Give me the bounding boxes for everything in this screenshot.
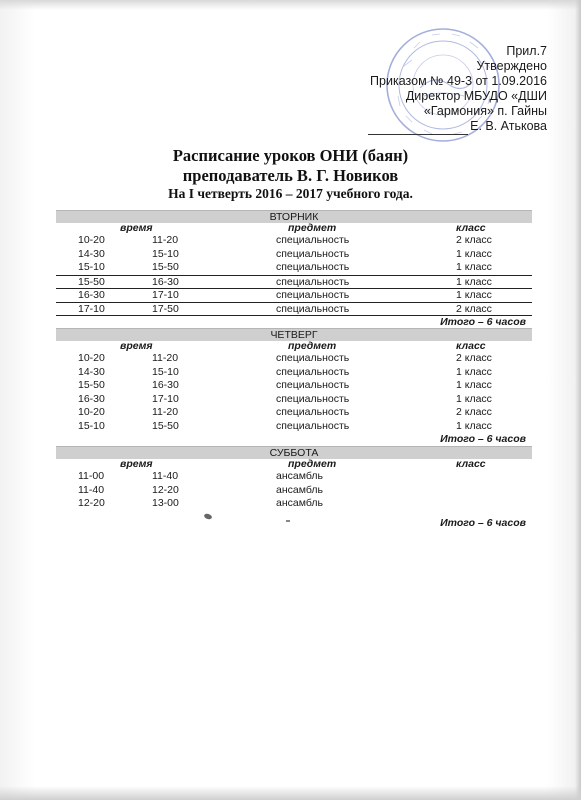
day-total: Итого – 6 часов — [440, 516, 526, 529]
class-cell: 1 класс — [456, 247, 492, 260]
signature-line — [287, 119, 547, 135]
approval-block — [287, 44, 547, 135]
appendix-label: Прил.7 — [506, 44, 547, 58]
scan-speck — [286, 520, 290, 522]
time-header: время — [120, 340, 153, 352]
scan-shadow-bottom — [0, 786, 581, 800]
organization-label: «Гармония» п. Гайны — [423, 104, 547, 118]
subject-cell: специальность — [276, 392, 350, 405]
class-cell: 2 класс — [456, 302, 492, 315]
start-time: 10-20 — [78, 352, 105, 364]
end-time: 16-30 — [152, 379, 179, 391]
end-time: 15-50 — [152, 261, 179, 273]
time-header: время — [120, 458, 153, 470]
scan-shadow-right — [575, 0, 581, 800]
subject-cell: специальность — [276, 275, 350, 288]
start-time: 11-00 — [78, 470, 105, 482]
class-cell: 1 класс — [456, 275, 492, 288]
subject-cell: специальность — [276, 302, 350, 315]
table-row — [56, 484, 532, 498]
subject-cell: специальность — [276, 365, 350, 378]
scan-shadow-top — [0, 0, 581, 10]
start-time: 14-30 — [78, 247, 105, 260]
start-time: 10-20 — [78, 234, 105, 246]
class-cell: 2 класс — [456, 352, 492, 364]
class-header: класс — [456, 458, 486, 470]
start-time: 12-20 — [78, 497, 105, 509]
table-row — [56, 470, 532, 484]
end-time: 17-50 — [152, 302, 179, 315]
column-headers — [56, 459, 532, 470]
class-cell: 1 класс — [456, 365, 492, 378]
column-headers — [56, 341, 532, 352]
approved-label: Утверждено — [476, 59, 547, 73]
table-row — [56, 420, 532, 434]
end-time: 11-20 — [152, 234, 179, 246]
subject-cell: специальность — [276, 352, 350, 364]
class-header: класс — [456, 222, 486, 234]
day-header: ВТОРНИК — [56, 210, 532, 223]
order-label: Приказом № 49-3 от 1.09.2016 — [370, 74, 547, 88]
day-total: Итого – 6 часов — [56, 315, 532, 328]
day-block-saturday — [56, 446, 532, 529]
class-cell: 1 класс — [456, 379, 492, 391]
subject-header: предмет — [288, 340, 337, 352]
start-time: 15-10 — [78, 261, 105, 273]
end-time: 16-30 — [152, 275, 179, 288]
subject-cell: ансамбль — [276, 483, 323, 496]
end-time: 11-40 — [152, 470, 179, 482]
subject-cell: ансамбль — [276, 497, 323, 509]
column-headers — [56, 223, 532, 234]
subject-cell: специальность — [276, 406, 350, 418]
subject-cell: специальность — [276, 234, 350, 246]
subject-header: предмет — [288, 458, 337, 470]
table-row — [56, 234, 532, 248]
end-time: 15-50 — [152, 419, 179, 432]
class-cell: 2 класс — [456, 234, 492, 246]
table-row — [56, 366, 532, 380]
day-header: ЧЕТВЕРГ — [56, 328, 532, 341]
table-row — [56, 497, 532, 511]
class-cell: 1 класс — [456, 289, 492, 301]
subject-cell: специальность — [276, 289, 350, 301]
table-row — [56, 393, 532, 407]
director-label: Директор МБУДО «ДШИ — [405, 89, 547, 103]
table-row — [56, 261, 532, 275]
end-time: 11-20 — [152, 352, 179, 364]
class-cell: 1 класс — [456, 392, 492, 405]
table-row — [56, 352, 532, 366]
signer-name: Е. В. Атькова — [470, 119, 547, 133]
subject-cell: специальность — [276, 379, 350, 391]
start-time: 15-50 — [78, 275, 105, 288]
table-row — [56, 288, 532, 302]
end-time: 13-00 — [152, 497, 179, 509]
table-row — [56, 248, 532, 262]
end-time: 12-20 — [152, 483, 179, 496]
start-time: 14-30 — [78, 365, 105, 378]
subject-cell: специальность — [276, 261, 350, 273]
schedule-title: Расписание уроков ОНИ (баян) — [172, 146, 409, 165]
signature-underline — [368, 119, 468, 135]
start-time: 17-10 — [78, 302, 105, 315]
table-row — [56, 379, 532, 393]
start-time: 15-50 — [78, 379, 105, 391]
day-block-tuesday — [56, 210, 532, 328]
end-time: 15-10 — [152, 365, 179, 378]
time-header: время — [120, 222, 153, 234]
class-header: класс — [456, 340, 486, 352]
subject-header: предмет — [288, 222, 337, 234]
start-time: 15-10 — [78, 419, 105, 432]
start-time: 11-40 — [78, 483, 105, 496]
teacher-title: преподаватель В. Г. Новиков — [182, 166, 399, 185]
subject-cell: специальность — [276, 419, 350, 432]
end-time: 15-10 — [152, 247, 179, 260]
table-row — [56, 275, 532, 289]
class-cell: 2 класс — [456, 406, 492, 418]
day-header: СУББОТА — [56, 446, 532, 459]
start-time: 16-30 — [78, 289, 105, 301]
table-row — [56, 406, 532, 420]
table-row — [56, 302, 532, 316]
subject-cell: специальность — [276, 247, 350, 260]
start-time: 16-30 — [78, 392, 105, 405]
start-time: 10-20 — [78, 406, 105, 418]
day-total: Итого – 6 часов — [440, 433, 526, 445]
day-block-thursday — [56, 328, 532, 445]
end-time: 17-10 — [152, 392, 179, 405]
end-time: 11-20 — [152, 406, 179, 418]
term-title: На I четверть 2016 – 2017 учебного года. — [168, 186, 413, 201]
class-cell: 1 класс — [456, 261, 492, 273]
end-time: 17-10 — [152, 289, 179, 301]
subject-cell: ансамбль — [276, 470, 323, 482]
class-cell: 1 класс — [456, 419, 492, 432]
